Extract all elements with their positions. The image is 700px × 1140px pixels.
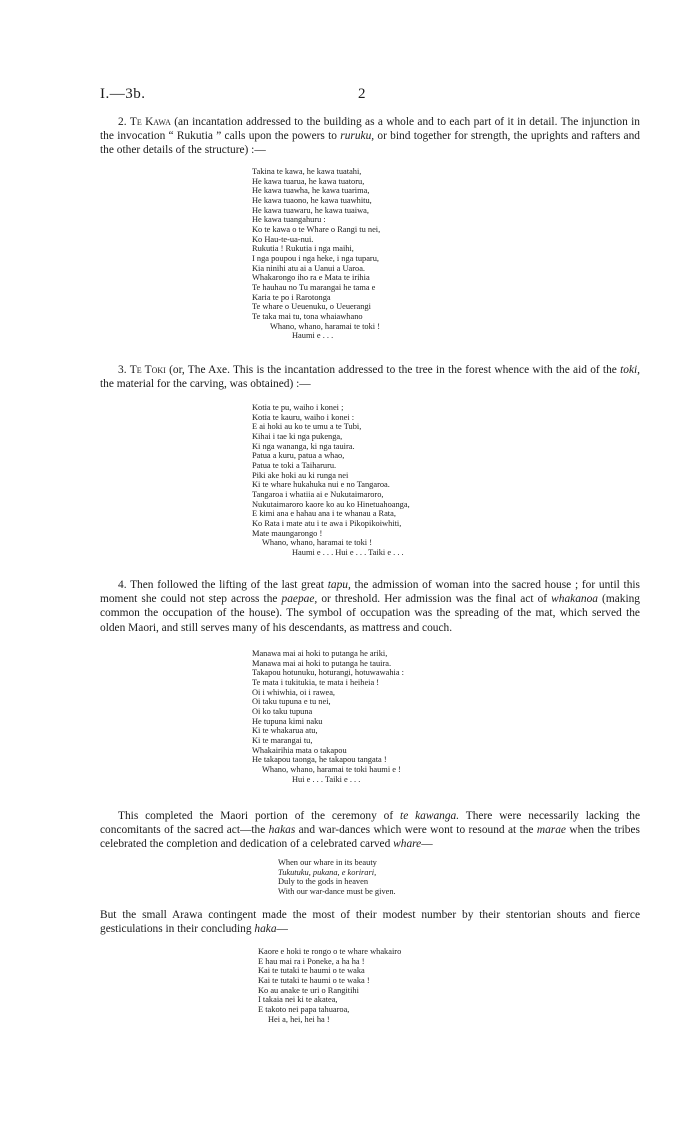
- verse-line: Whakarongo iho ra e Mata te irihia: [252, 273, 370, 283]
- verse-line: Tukutuku, pukana, e korirari,: [278, 867, 377, 877]
- section-5-paragraph: [100, 809, 640, 852]
- verse-line: Te hauhau no Tu marangai he tama e: [252, 282, 376, 292]
- verse-line: Te taka mai tu, tona whaiawhano: [252, 311, 363, 321]
- verse-line: He kawa tuangahuru :: [252, 215, 326, 225]
- te-toki-incantation: [252, 403, 410, 558]
- verse-line: Nukutaimaroro kaore ko au ko Hinetuahoanga,: [252, 499, 410, 509]
- section-5-emphasis-hakas: hakas: [268, 824, 296, 837]
- section-2-emphasis: ruruku,: [340, 130, 375, 143]
- verse-line: Piki ake hoki au ki runga nei: [252, 470, 349, 480]
- verse-line: Ki te marangai tu,: [252, 735, 313, 745]
- section-4-text-3: or threshold. Her admission was the final act of: [317, 593, 552, 606]
- english-verse: [278, 858, 396, 897]
- section-5-text-5: —: [421, 838, 433, 851]
- verse-line: Takina te kawa, he kawa tuatahi,: [252, 167, 362, 176]
- verse-line: Kai te tutaki te haumi o te waka !: [258, 975, 370, 985]
- section-2-text-end: or bind together for strength, the uprights and rafters and the other details of the structure) :—: [100, 130, 640, 157]
- section-5-text-3: and war-dances which were wont to resound at the: [295, 824, 537, 837]
- verse-line: Whakairihia mata o takapou: [252, 745, 347, 755]
- section-4-text: 4. Then followed the lifting of the last great: [118, 579, 328, 591]
- verse-line: He kawa tuawha, he kawa tuarima,: [252, 186, 370, 196]
- verse-line: I nga poupou i nga heke, i nga tuparu,: [252, 253, 379, 263]
- verse-line: Duly to the gods in heaven: [278, 877, 369, 887]
- verse-line: Kai te tutaki te haumi o te waka: [258, 966, 365, 976]
- section-6-text-end: —: [276, 923, 288, 936]
- section-4-emphasis-whakanoa: whakanoa: [551, 593, 598, 606]
- verse-line: He kawa tuawaru, he kawa tuaiwa,: [252, 205, 369, 215]
- section-6-paragraph: [100, 908, 640, 936]
- verse-line: Haumi e . . . Hui e . . . Taiki e . . .: [292, 547, 404, 557]
- verse-line: Ko au anake te uri o Rangitihi: [258, 985, 359, 995]
- verse-line: Rukutia ! Rukutia i nga maihi,: [252, 244, 354, 254]
- verse-line: Ki te whakarua atu,: [252, 726, 318, 736]
- section-4-emphasis-paepae: paepae,: [281, 593, 318, 606]
- verse-line: Ki te whare hukahuka nui e no Tangaroa.: [252, 480, 390, 490]
- verse-line: Kotia te pu, waiho i konei ;: [252, 403, 344, 412]
- verse-line: Patua te toki a Taiharuru.: [252, 460, 337, 470]
- verse-line: Oi i whiwhia, oi i rawea,: [252, 687, 336, 697]
- section-3-text-end: the material for the carving, was obtained) :—: [100, 378, 311, 391]
- takapou-incantation: [252, 649, 404, 784]
- section-2-title: Te Kawa: [129, 116, 171, 128]
- verse-line: Manawa mai ai hoki to putanga he tauira.: [252, 658, 392, 668]
- document-reference: I.—3b.: [100, 86, 146, 102]
- section-2-text: (an incantation addressed to the building as a whole and to each part of it in detail. The injunction in the invocation “ Rukutia ” calls upon the powers to: [100, 116, 640, 143]
- section-5-text-2: There were necessarily lacking the concomitants of the sacred act—the: [100, 810, 641, 837]
- section-4-emphasis-tapu: tapu,: [327, 579, 351, 591]
- section-5-emphasis-kawanga: te kawanga.: [400, 810, 460, 822]
- verse-line: Ko Rata i mate atu i te awa i Pikopikoiwhiti,: [252, 518, 402, 528]
- verse-line: Karia te po i Rarotonga: [252, 292, 331, 302]
- section-5-text: This completed the Maori portion of the ceremony of: [118, 810, 401, 822]
- verse-line: Takapou hotunuku, hoturangi, hotuwawahia :: [252, 668, 404, 678]
- verse-line: Oi taku tupuna e tu nei,: [252, 697, 331, 707]
- section-5-emphasis-marae: marae: [536, 824, 566, 837]
- verse-line: Hui e . . . Taiki e . . .: [292, 774, 361, 784]
- page-number: 2: [358, 86, 366, 102]
- verse-line: Manawa mai ai hoki to putanga he ariki,: [252, 649, 388, 658]
- verse-line: Ko te kawa o te Whare o Rangi tu nei,: [252, 224, 381, 234]
- section-4-paragraph: [100, 578, 640, 635]
- section-3-text: (or, The Axe. This is the incantation addressed to the tree in the forest whence with the aid of the: [165, 364, 621, 376]
- section-3-number: 3.: [118, 364, 127, 376]
- haka-verse: [258, 947, 401, 1024]
- section-3-paragraph: [100, 363, 640, 391]
- page-header: [100, 86, 640, 106]
- verse-line: E hau mai ra i Poneke, a ha ha !: [258, 956, 365, 966]
- verse-line: Haumi e . . .: [292, 331, 334, 341]
- section-6-text: But the small Arawa contingent made the most of their modest number by their stentorian shouts and fierce gesticulations in their concluding: [100, 909, 640, 936]
- verse-line: He kawa tuarua, he kawa tuatoru,: [252, 176, 365, 186]
- section-2-paragraph: [100, 115, 640, 158]
- verse-line: E takoto nei papa tahuaroa,: [258, 1004, 350, 1014]
- verse-line: Ko Hau-te-ua-nui.: [252, 234, 314, 244]
- verse-line: I takaia nei ki te akatea,: [258, 995, 338, 1005]
- verse-line: With our war-dance must be given.: [278, 886, 396, 896]
- verse-line: He kawa tuaono, he kawa tuawhitu,: [252, 195, 372, 205]
- verse-line: Oi ko taku tupuna: [252, 706, 313, 716]
- verse-line: When our whare in its beauty: [278, 858, 377, 867]
- verse-line: Mate maungarongo !: [252, 528, 323, 538]
- verse-line: Kia ninihi atu ai a Uanui a Uaroa.: [252, 263, 366, 273]
- verse-line: Whano, whano, haramai te toki !: [262, 538, 372, 548]
- verse-line: Hei a, hei, hei ha !: [268, 1014, 330, 1024]
- verse-line: Kotia te kauru, waiho i konei :: [252, 412, 355, 422]
- verse-line: Kihai i tae ki nga pukenga,: [252, 431, 343, 441]
- te-kawa-incantation: [252, 167, 380, 341]
- verse-line: Kaore e hoki te rongo o te whare whakairo: [258, 947, 402, 956]
- section-4-text-4: (making common the occupation of the house). The symbol of occupation was the spreading of the mat, which served the olden Maori, and still serves many of his descendants, as mattress and couch.: [100, 593, 641, 634]
- verse-line: Tangaroa i whatiia ai e Nukutaimaroro,: [252, 489, 384, 499]
- verse-line: E ai hoki au ko te umu a te Tubi,: [252, 422, 362, 432]
- section-5-text-4: when the tribes celebrated the completion and dedication of a celebrated carved: [100, 824, 640, 851]
- section-2-number: 2.: [118, 116, 127, 128]
- section-5-emphasis-whare: whare: [393, 838, 422, 851]
- section-6-emphasis-haka: haka: [254, 923, 277, 936]
- verse-line: Whano, whano, haramai te toki !: [270, 321, 380, 331]
- section-3-title: Te Toki: [129, 364, 166, 376]
- section-4-text-2: the admission of woman into the sacred house ; for until this moment she could not step across the: [100, 579, 640, 606]
- section-3-emphasis: toki,: [620, 364, 641, 376]
- verse-line: He tupuna kimi naku: [252, 716, 323, 726]
- verse-line: Whano, whano, haramai te toki haumi e !: [262, 764, 401, 774]
- verse-line: Ki nga wananga, ki nga tauira.: [252, 441, 355, 451]
- verse-line: Patua a kuru, patua a whao,: [252, 451, 345, 461]
- verse-line: He takapou taonga, he takapou tangata !: [252, 755, 387, 765]
- verse-line: Te mata i tukitukia, te mata i heiheia !: [252, 677, 380, 687]
- verse-line: Te whare o Ueuenuku, o Ueuerangi: [252, 302, 371, 312]
- verse-line: E kimi ana e hahau ana i te whanau a Rata,: [252, 509, 396, 519]
